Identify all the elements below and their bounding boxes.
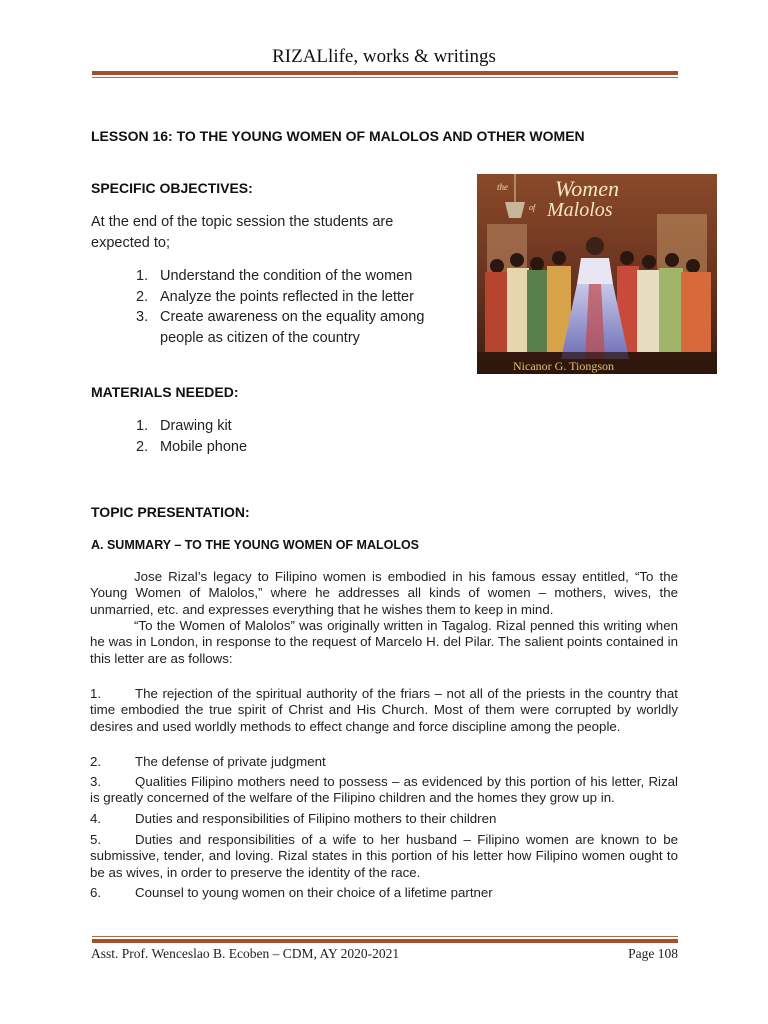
footer-rule-thin xyxy=(92,936,678,937)
page-header-title: RIZALlife, works & writings xyxy=(272,46,496,67)
summary-subheading: A. SUMMARY – TO THE YOUNG WOMEN OF MALOLOS xyxy=(91,538,420,552)
salient-point: 5. Duties and responsibilities of a wife to her husband – Filipino women are known to be submissive, tender, and loving. Rizal states in this portion of his letter how Filipino women ought to be as wives, in order to preserve the identity of the race. xyxy=(90,832,678,880)
salient-point: 2. The defense of private judgment xyxy=(90,754,326,769)
material-item: 1. Drawing kit xyxy=(136,418,232,434)
lesson-title: LESSON 16: TO THE YOUNG WOMEN OF MALOLOS AND OTHER WOMEN xyxy=(91,128,585,144)
header-rule-thin xyxy=(92,77,678,78)
objectives-list xyxy=(136,266,446,348)
materials-list xyxy=(136,416,436,457)
page-number: Page 108 xyxy=(628,946,678,961)
salient-point: 4. Duties and responsibilities of Filipino mothers to their children xyxy=(90,811,497,826)
objective-item: 3. Create awareness on the equality among people as citizen of the country xyxy=(136,309,425,346)
objectives-intro: At the end of the topic session the students are expected to; xyxy=(91,214,394,251)
material-item: 2. Mobile phone xyxy=(136,438,248,455)
summary-paragraph-1: Jose Rizal’s legacy to Filipino women is embodied in his famous essay entitled, “To the Young Women of Malolos,” where he addresses all kinds of women – mothers, wives, the unmarried, etc. and expresses everything that he wishes them to keep in mind. xyxy=(90,569,678,617)
cover-author: Nicanor G. Tiongson xyxy=(513,359,615,373)
salient-point: 1. The rejection of the spiritual authority of the friars – not all of the priests in the country that time embodied the true spirit of Christ and His Church. Most of them were corrupted by worldly desires and used worldly methods to effect change and force discipline among the people. xyxy=(90,686,678,734)
book-cover-image xyxy=(477,174,717,374)
topic-heading: TOPIC PRESENTATION: xyxy=(91,504,250,520)
objectives-heading: SPECIFIC OBJECTIVES: xyxy=(91,180,253,196)
book-cover-illustration xyxy=(477,174,717,374)
cover-title-line1: Women xyxy=(555,176,619,201)
objective-item: 1. Understand the condition of the women xyxy=(136,268,413,284)
cover-title-line2: Malolos xyxy=(547,199,613,221)
objective-item: 2. Analyze the points reflected in the letter xyxy=(136,288,414,305)
header-rule-thick xyxy=(92,71,678,75)
salient-point: 3. Qualities Filipino mothers need to possess – as evidenced by this portion of his letter, Rizal is greatly concerned of the welfare of the Filipino children and the homes they grow up in. xyxy=(90,774,678,806)
footer-rule-thick xyxy=(92,939,678,943)
salient-point: 6. Counsel to young women on their choice of a lifetime partner xyxy=(90,885,493,900)
cover-of-text: of xyxy=(529,203,536,212)
cover-title-small: the xyxy=(497,182,508,192)
summary-paragraph-2: “To the Women of Malolos” was originally written in Tagalog. Rizal penned this writing when he was in London, in response to the request of Marcelo H. del Pilar. The salient points contained in this letter are as follows: xyxy=(90,618,678,666)
footer-author: Asst. Prof. Wenceslao B. Ecoben – CDM, AY 2020-2021 xyxy=(91,946,400,961)
materials-heading: MATERIALS NEEDED: xyxy=(91,384,239,400)
